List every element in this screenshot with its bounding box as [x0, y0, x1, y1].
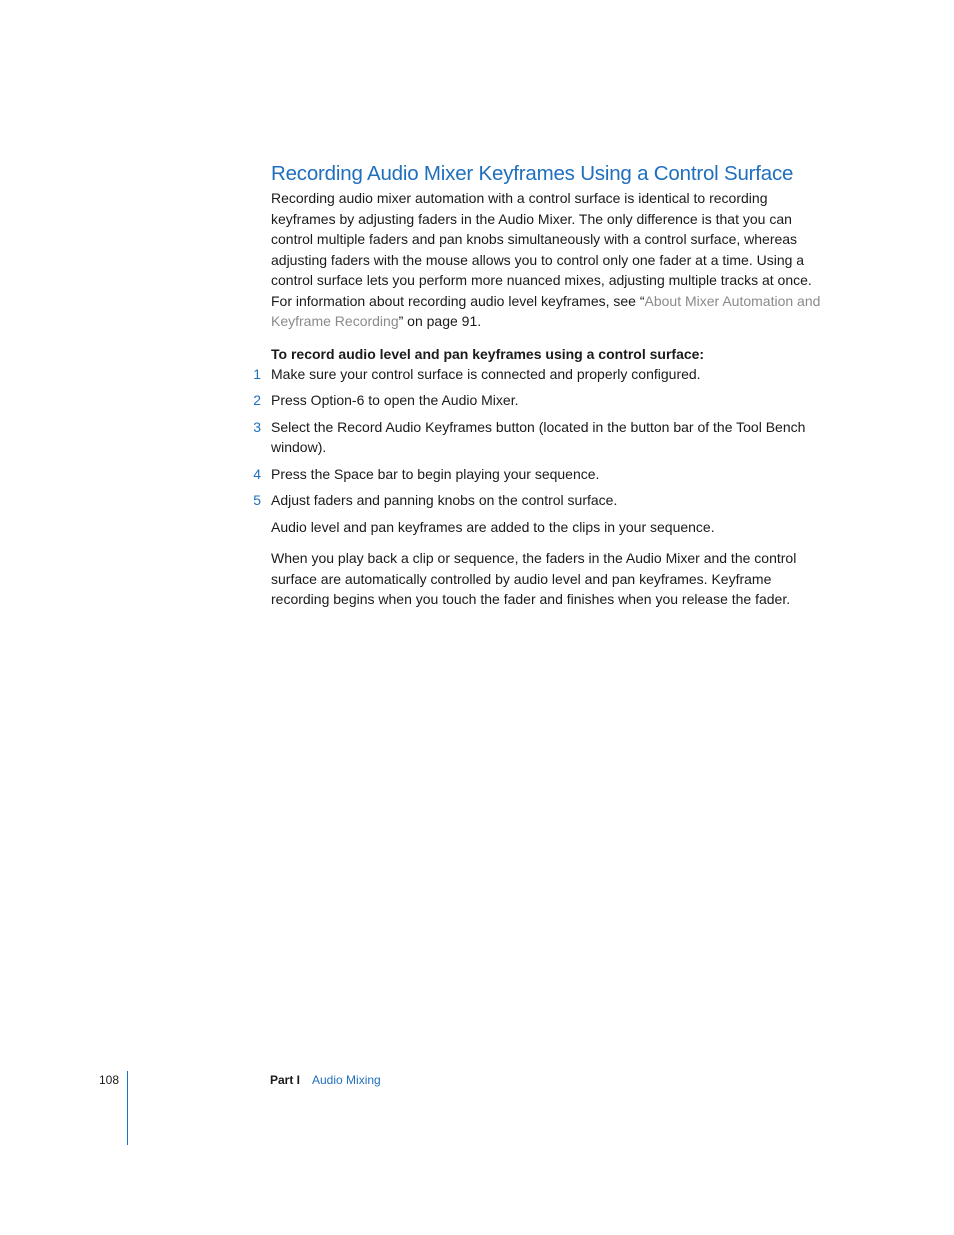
- step-item: [253, 417, 831, 458]
- step-text: Adjust faders and panning knobs on the control surface.: [271, 492, 618, 508]
- step-number: 1: [253, 365, 261, 382]
- step-item: [253, 364, 831, 385]
- step-number: 4: [253, 465, 261, 482]
- cross-reference-link[interactable]: About Mixer Automation and Keyframe Recording: [271, 292, 821, 329]
- step-item: [253, 390, 831, 411]
- footer-chapter-label: Audio Mixing: [312, 1073, 381, 1087]
- page-content: [253, 160, 831, 621]
- step-text: Make sure your control surface is connected and properly configured.: [271, 365, 701, 382]
- page-number: 108: [99, 1073, 120, 1087]
- note-paragraph: When you play back a clip or sequence, the faders in the Audio Mixer and the control surface are automatically controlled by audio level and pan keyframes. Keyframe recording begins when you touch the fader and finishes when you release the fader.: [271, 550, 797, 607]
- section-title: Recording Audio Mixer Keyframes Using a Control Surface: [271, 162, 794, 185]
- intro-text: Recording audio mixer automation with a control surface is identical to recording keyframes by adjusting faders in the Audio Mixer. The only difference is that you can control multiple faders and pan knobs simultaneously with a control surface, whereas adjusting faders with the mouse allows you to control only one fader at a time. Using a control surface lets you perform more nuanced mixes, adjusting multiple tracks at once. For information about recording audio level keyframes, see “: [271, 190, 812, 309]
- intro-paragraph: [271, 188, 831, 332]
- step-number: 5: [253, 492, 261, 508]
- step-number: 3: [253, 418, 261, 435]
- result-paragraph: Audio level and pan keyframes are added to the clips in your sequence.: [271, 518, 715, 535]
- step-text: Select the Record Audio Keyframes button (located in the button bar of the Tool Bench window).: [271, 418, 806, 455]
- footer-divider: [127, 1071, 128, 1145]
- steps-list: [253, 364, 831, 511]
- step-item: [253, 490, 831, 511]
- step-text: Press the Space bar to begin playing your sequence.: [271, 465, 600, 482]
- step-text: Press Option-6 to open the Audio Mixer.: [271, 392, 519, 408]
- step-item: [253, 464, 831, 485]
- step-number: 2: [253, 392, 261, 408]
- intro-text-end: ” on page 91.: [398, 313, 482, 329]
- task-heading: To record audio level and pan keyframes using a control surface:: [271, 345, 705, 362]
- footer-part-label: Part I: [270, 1073, 301, 1087]
